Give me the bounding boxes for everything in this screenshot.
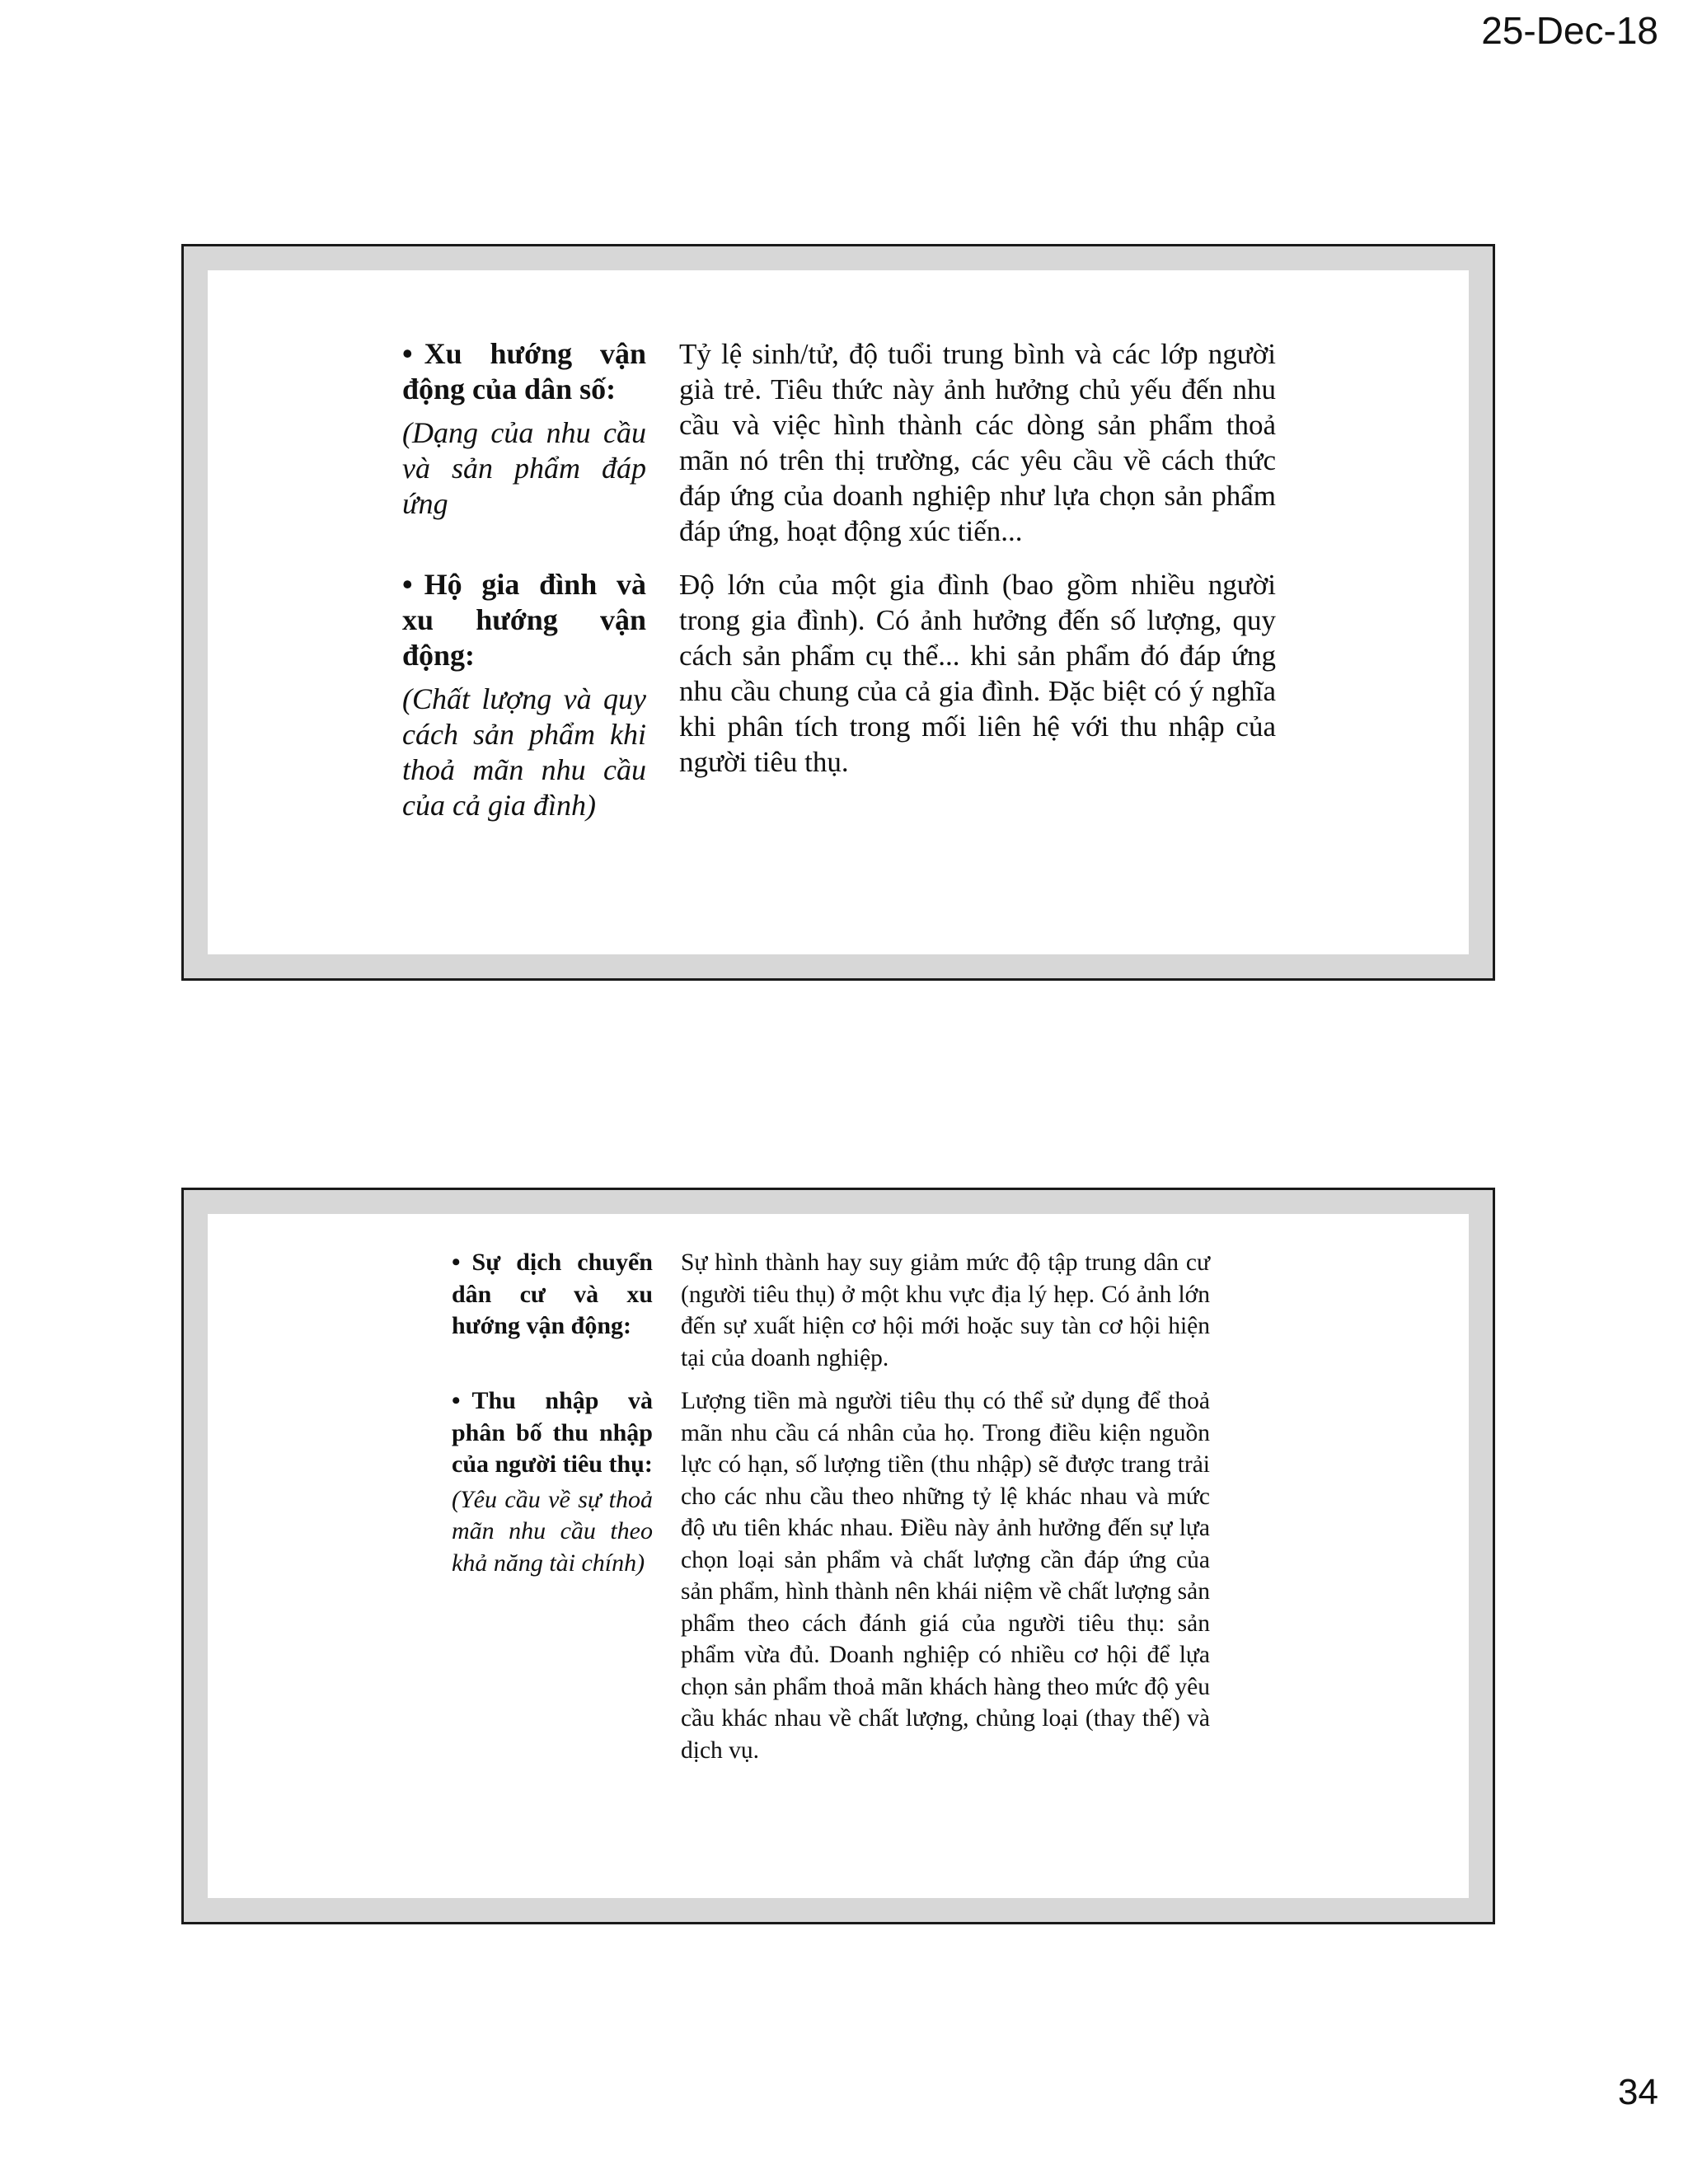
slide-frame-2	[181, 1188, 1495, 1924]
row-subheading: (Yêu cầu về sự thoả mãn nhu cầu theo khả năng tài chính)	[452, 1485, 653, 1577]
row-heading-text: Thu nhập và phân bố thu nhập của người tiêu thụ:	[452, 1387, 653, 1478]
row-heading	[402, 567, 646, 673]
table-row	[452, 1385, 1210, 1766]
bullet-icon: •	[402, 568, 413, 601]
bullet-icon: •	[452, 1387, 461, 1414]
table-row	[402, 567, 1276, 823]
page-number: 34	[1618, 2072, 1658, 2112]
bullet-icon: •	[402, 337, 413, 370]
table-row	[402, 336, 1276, 549]
slide-content-2	[208, 1214, 1469, 1898]
row-heading	[452, 1247, 653, 1343]
slide-table-2	[452, 1247, 1210, 1778]
slide-frame-1	[181, 244, 1495, 981]
row-subheading: (Chất lượng và quy cách sản phẩm khi thoả mãn nhu cầu của cả gia đình)	[402, 682, 646, 822]
bullet-icon: •	[452, 1249, 461, 1276]
table-row	[452, 1247, 1210, 1374]
row-heading-text: Xu hướng vận động của dân số:	[402, 337, 646, 405]
slide-table-1	[402, 336, 1276, 841]
row-heading-text: Sự dịch chuyển dân cư và xu hướng vận động:	[452, 1249, 653, 1339]
row-label-cell	[452, 1247, 653, 1374]
page-date: 25-Dec-18	[1481, 9, 1658, 52]
row-heading-text: Hộ gia đình và xu hướng vận động:	[402, 568, 646, 672]
row-description: Tỷ lệ sinh/tử, độ tuổi trung bình và các lớp người già trẻ. Tiêu thức này ảnh hưởng chủ yếu đến nhu cầu và việc hình thành các dòng sản phẩm thoả mãn nó trên thị trường, các yêu cầu về cách thức đáp ứng của doanh nghiệp như lựa chọn sản phẩm đáp ứng, hoạt động xúc tiến...	[679, 338, 1276, 547]
row-heading	[402, 336, 646, 407]
row-description: Lượng tiền mà người tiêu thụ có thể sử dụng để thoả mãn nhu cầu cá nhân của họ. Trong điều kiện nguồn lực có hạn, số lượng tiền (thu nhập) sẽ được trang trải cho các nhu cầu theo những tỷ lệ khác nhau và mức độ ưu tiên khác nhau. Điều này ảnh hưởng đến sự lựa chọn loại sản phẩm và chất lượng cần đáp ứng của sản phẩm, hình thành nên khái niệm về chất lượng sản phẩm theo cách đánh giá của người tiêu thụ: sản phẩm vừa đủ. Doanh nghiệp có nhiều cơ hội để lựa chọn sản phẩm thoả mãn khách hàng theo mức độ yêu cầu khác nhau về chất lượng, chủng loại (thay thế) và dịch vụ.	[681, 1388, 1210, 1764]
row-subheading: (Dạng của nhu cầu và sản phẩm đáp ứng	[402, 416, 646, 520]
row-label-cell	[402, 336, 646, 549]
row-description: Sự hình thành hay suy giảm mức độ tập trung dân cư (người tiêu thụ) ở một khu vực địa lý hẹp. Có ảnh lớn đến sự xuất hiện cơ hội mới hoặc suy tàn cơ hội hiện tại của doanh nghiệp.	[681, 1249, 1210, 1371]
slide-content-1	[208, 270, 1469, 954]
row-heading	[452, 1385, 653, 1481]
row-label-cell	[402, 567, 646, 823]
row-description: Độ lớn của một gia đình (bao gồm nhiều người trong gia đình). Có ảnh hưởng đến số lượng, quy cách sản phẩm cụ thể... khi sản phẩm đó đáp ứng nhu cầu chung của cả gia đình. Đặc biệt có ý nghĩa khi phân tích trong mối liên hệ với thu nhập của người tiêu thụ.	[679, 569, 1276, 778]
row-label-cell	[452, 1385, 653, 1766]
